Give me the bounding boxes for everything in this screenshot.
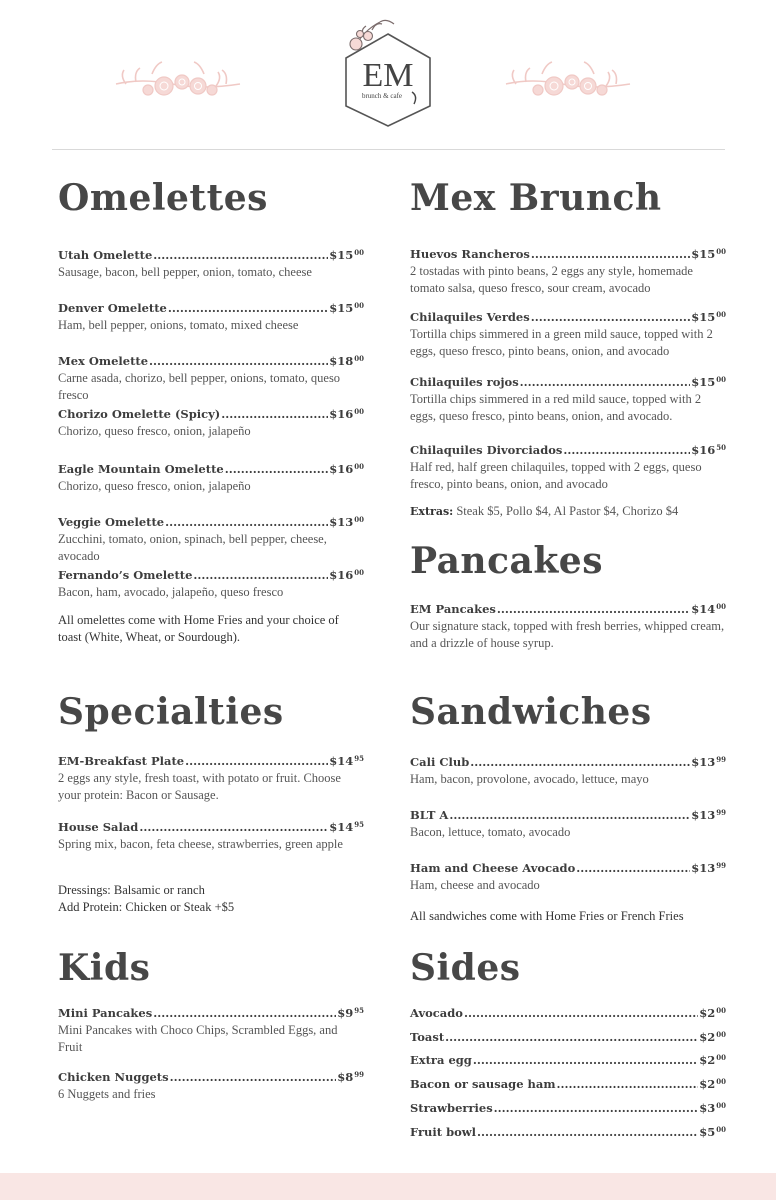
item-name: Denver Omelette <box>58 301 167 315</box>
item-price: $\$14^{00}$ <box>691 602 726 616</box>
menu-item <box>410 1099 726 1115</box>
item-price: $\$15^{00}$ <box>691 375 726 389</box>
item-name: House Salad <box>58 820 139 834</box>
item-name: Veggie Omelette <box>58 515 165 529</box>
item-price: $\$16^{00}$ <box>329 568 364 582</box>
item-price: $\$13^{00}$ <box>329 515 364 529</box>
item-description: Ham, bell pepper, onions, tomato, mixed cheese <box>58 318 299 332</box>
menu-item <box>410 373 726 424</box>
item-name: EM-Breakfast Plate <box>58 754 185 768</box>
menu-item <box>58 752 364 803</box>
item-description: Spring mix, bacon, feta cheese, strawberries, green apple <box>58 837 343 851</box>
item-name: Strawberries <box>410 1101 493 1115</box>
item-price: $\$2^{00}$ <box>699 1077 726 1091</box>
item-price: $\$16^{50}$ <box>691 443 726 457</box>
item-description: Our signature stack, topped with fresh berries, whipped cream, and a drizzle of house syrup. <box>410 619 725 650</box>
item-name: Toast <box>410 1030 445 1044</box>
logo-text: EM <box>362 57 414 94</box>
item-name: Chilaquiles Divorciados <box>410 443 563 457</box>
item-description: Half red, half green chilaquiles, topped with 2 eggs, queso fresco, pinto beans, onion, and avocado <box>410 460 702 491</box>
item-price: $\$18^{00}$ <box>329 354 364 368</box>
extras-label: Extras: <box>410 505 454 518</box>
item-price: $\$14^{95}$ <box>329 754 364 768</box>
section-title-pancakes: Pancakes <box>410 540 603 582</box>
menu-item <box>58 566 364 601</box>
item-name: Extra egg <box>410 1053 472 1067</box>
menu-item <box>58 1068 364 1103</box>
item-price: $\$15^{00}$ <box>691 247 726 261</box>
left-column <box>58 0 364 1170</box>
menu-item <box>58 1004 364 1055</box>
item-price: $\$3^{00}$ <box>699 1101 726 1115</box>
item-name: Chilaquiles rojos <box>410 375 519 389</box>
footer-band <box>0 1173 776 1200</box>
section-title-omelettes: Omelettes <box>58 177 268 219</box>
section-title-mex-brunch: Mex Brunch <box>410 177 662 219</box>
item-description: Chorizo, queso fresco, onion, jalapeño <box>58 424 251 438</box>
menu-item <box>410 859 726 894</box>
item-description: 6 Nuggets and fries <box>58 1087 156 1101</box>
menu-item <box>410 600 726 651</box>
item-description: Chorizo, queso fresco, onion, jalapeño <box>58 479 251 493</box>
item-price: $\$5^{00}$ <box>699 1125 726 1139</box>
item-description: 2 tostadas with pinto beans, 2 eggs any style, homemade tomato salsa, queso fresco, sour cream, avocado <box>410 264 693 295</box>
menu-item <box>58 405 364 440</box>
item-price: $\$15^{00}$ <box>329 248 364 262</box>
mex-brunch-extras <box>410 503 726 520</box>
item-name: Cali Club <box>410 755 470 769</box>
item-price: $\$13^{99}$ <box>691 755 726 769</box>
item-price: $\$14^{95}$ <box>329 820 364 834</box>
section-title-specialties: Specialties <box>58 691 284 733</box>
item-price: $\$15^{00}$ <box>329 301 364 315</box>
item-description: Bacon, ham, avocado, jalapeño, queso fresco <box>58 585 284 599</box>
menu-item <box>58 352 364 403</box>
item-name: Bacon or sausage ham <box>410 1077 556 1091</box>
item-name: Ham and Cheese Avocado <box>410 861 576 875</box>
item-name: Fernando’s Omelette <box>58 568 193 582</box>
item-price: $\$2^{00}$ <box>699 1006 726 1020</box>
item-price: $\$15^{00}$ <box>691 310 726 324</box>
item-name: Utah Omelette <box>58 248 153 262</box>
specialties-note-protein: Add Protein: Chicken or Steak +$5 <box>58 900 235 914</box>
item-name: BLT A <box>410 808 449 822</box>
menu-item <box>58 818 364 853</box>
item-name: Avocado <box>410 1006 463 1020</box>
item-description: 2 eggs any style, fresh toast, with potato or fruit. Choose your protein: Bacon or Sausage. <box>58 771 341 802</box>
right-column <box>410 0 726 1170</box>
menu-item <box>410 308 726 359</box>
menu-item <box>410 1051 726 1067</box>
item-name: Chorizo Omelette (Spicy) <box>58 407 221 421</box>
item-description: Tortilla chips simmered in a green mild sauce, topped with 2 eggs, queso fresco, pinto beans, onion, and avocado <box>410 327 713 358</box>
item-description: Carne asada, chorizo, bell pepper, onions, tomato, queso fresco <box>58 371 341 402</box>
item-name: Chicken Nuggets <box>58 1070 169 1084</box>
menu-item <box>410 245 726 296</box>
item-price: $\$2^{00}$ <box>699 1053 726 1067</box>
item-description: Bacon, lettuce, tomato, avocado <box>410 825 571 839</box>
menu-item <box>58 246 364 281</box>
item-description: Sausage, bacon, bell pepper, onion, tomato, cheese <box>58 265 312 279</box>
item-name: Eagle Mountain Omelette <box>58 462 224 476</box>
menu-item <box>58 460 364 495</box>
specialties-note-dressings: Dressings: Balsamic or ranch <box>58 883 205 897</box>
item-name: Mex Omelette <box>58 354 149 368</box>
menu-item <box>410 441 726 492</box>
section-title-sides: Sides <box>410 947 521 989</box>
item-name: EM Pancakes <box>410 602 496 616</box>
logo-subtitle: brunch & cafe <box>361 92 403 100</box>
item-name: Chilaquiles Verdes <box>410 310 530 324</box>
item-price: $\$16^{00}$ <box>329 407 364 421</box>
menu-item <box>410 1028 726 1044</box>
item-price: $\$8^{99}$ <box>337 1070 364 1084</box>
menu-item <box>410 1075 726 1091</box>
item-name: Mini Pancakes <box>58 1006 153 1020</box>
item-price: $\$2^{00}$ <box>699 1030 726 1044</box>
section-title-kids: Kids <box>58 947 151 989</box>
item-price: $\$13^{99}$ <box>691 861 726 875</box>
sandwiches-note: All sandwiches come with Home Fries or French Fries <box>410 909 684 923</box>
section-title-sandwiches: Sandwiches <box>410 691 652 733</box>
item-description: Zucchini, tomato, onion, spinach, bell pepper, cheese, avocado <box>58 532 327 563</box>
item-name: Fruit bowl <box>410 1125 477 1139</box>
item-description: Tortilla chips simmered in a red mild sauce, topped with 2 eggs, queso fresco, pinto beans, onion, and avocado. <box>410 392 702 423</box>
menu-item <box>410 753 726 788</box>
item-price: $\$9^{95}$ <box>337 1006 364 1020</box>
menu-item <box>58 513 364 564</box>
menu-item <box>410 1123 726 1139</box>
menu-item <box>410 806 726 841</box>
omelettes-note: All omelettes come with Home Fries and your choice of toast (White, Wheat, or Sourdough). <box>58 613 339 644</box>
item-description: Mini Pancakes with Choco Chips, Scrambled Eggs, and Fruit <box>58 1023 338 1054</box>
item-price: $\$16^{00}$ <box>329 462 364 476</box>
extras-text: Steak $5, Pollo $4, Al Pastor $4, Chorizo $4 <box>456 504 679 518</box>
item-description: Ham, bacon, provolone, avocado, lettuce, mayo <box>410 772 649 786</box>
menu-item <box>410 1004 726 1020</box>
item-name: Huevos Rancheros <box>410 247 530 261</box>
item-description: Ham, cheese and avocado <box>410 878 540 892</box>
item-price: $\$13^{99}$ <box>691 808 726 822</box>
menu-item <box>58 299 364 334</box>
